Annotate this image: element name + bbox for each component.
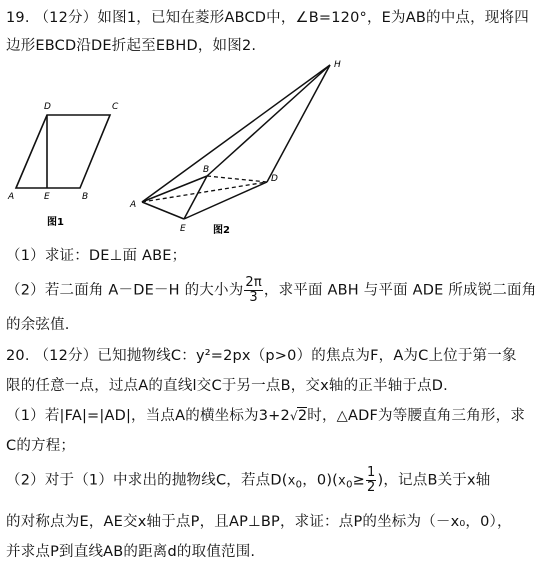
label-b2: B [203,165,210,175]
fraction-2pi-over-3 [244,276,263,305]
fraction-1-over-2 [366,466,376,495]
label-c: C [112,102,119,112]
segment-bh [207,65,330,176]
label-h: H [334,60,341,70]
caption-figure-1: 图1 [47,217,64,228]
fraction-numerator: 1 [367,465,376,480]
segment-ad-dashed [142,182,267,202]
sqrt-symbol: √ [289,409,298,423]
q20-part1-line2: C的方程； [6,438,76,454]
segment-ab [142,176,207,202]
label-a2: A [130,200,137,210]
q19-part1: （1）求证：DE⊥面 ABE； [6,248,187,264]
segment-be [184,176,207,219]
q19-line2: 边形EBCD沿DE折起至EBHD，如图2. [6,38,257,54]
fraction-numerator: 2π [245,275,262,290]
q20-part2 [6,466,490,495]
x0-sub-a: 0 [295,479,303,491]
q20-part1-post: 时，△ADF为等腰直角三角形，求 [307,408,526,424]
fraction-denominator: 2 [367,480,376,495]
sqrt-content: 2 [297,408,308,424]
q20-part2-line2: 的对称点为E，AE交x轴于点P，且AP⊥BP，求证：点P的坐标为（－x₀，0）， [6,514,512,530]
rhombus-abcd [16,115,110,188]
q20-line2: 限的任意一点，过点A的直线l交C于另一点B，交x轴的正半轴于点D. [6,378,448,394]
q20-part2-post: )，记点B关于x轴 [377,472,491,489]
geq-symbol: ≥ [352,472,365,489]
q20-part1 [6,404,525,425]
segment-bd-dashed [207,176,267,182]
x0-sub-b: 0 [346,479,353,491]
q19-part2-post: ，求平面 ABH 与平面 ADE 所成锐二面角 [263,282,537,299]
label-e: E [44,192,50,202]
label-e2: E [180,224,186,234]
x0-var-b: x [338,473,347,489]
q19-part2-line2: 的余弦值. [6,317,70,333]
q19-line1: 19. （12分）如图1，已知在菱形ABCD中，∠B=120°，E为AB的中点，现将四 [6,10,529,26]
label-b: B [82,192,89,202]
label-d: D [44,102,51,112]
q19-part2-pre: （2）若二面角 A－DE－H 的大小为 [6,282,244,299]
x0-var-a: x [287,473,296,489]
label-d2: D [271,174,278,184]
segment-ae [142,202,184,219]
q20-part2-mid: ，0)( [302,472,339,489]
q20-part2-pre: （2）对于（1）中求出的抛物线C，若点D( [6,472,288,489]
segment-ed [184,182,267,219]
q20-line1: 20. （12分）已知抛物线C：y²=2px（p>0）的焦点为F，A为C上位于第一象 [6,348,517,364]
q20-part1-pre: （1）若|FA|=|AD|，当点A的横坐标为3+2 [6,408,290,424]
figure-1 [0,95,130,235]
caption-figure-2: 图2 [213,225,230,235]
segment-ah [142,65,330,202]
segment-dh [267,65,330,182]
figure-2 [120,55,360,235]
label-a: A [8,192,15,202]
fraction-denominator: 3 [249,290,258,305]
q20-part2-line3: 并求点P到直线AB的距离d的取值范围. [6,544,256,560]
q19-part2 [6,276,536,305]
